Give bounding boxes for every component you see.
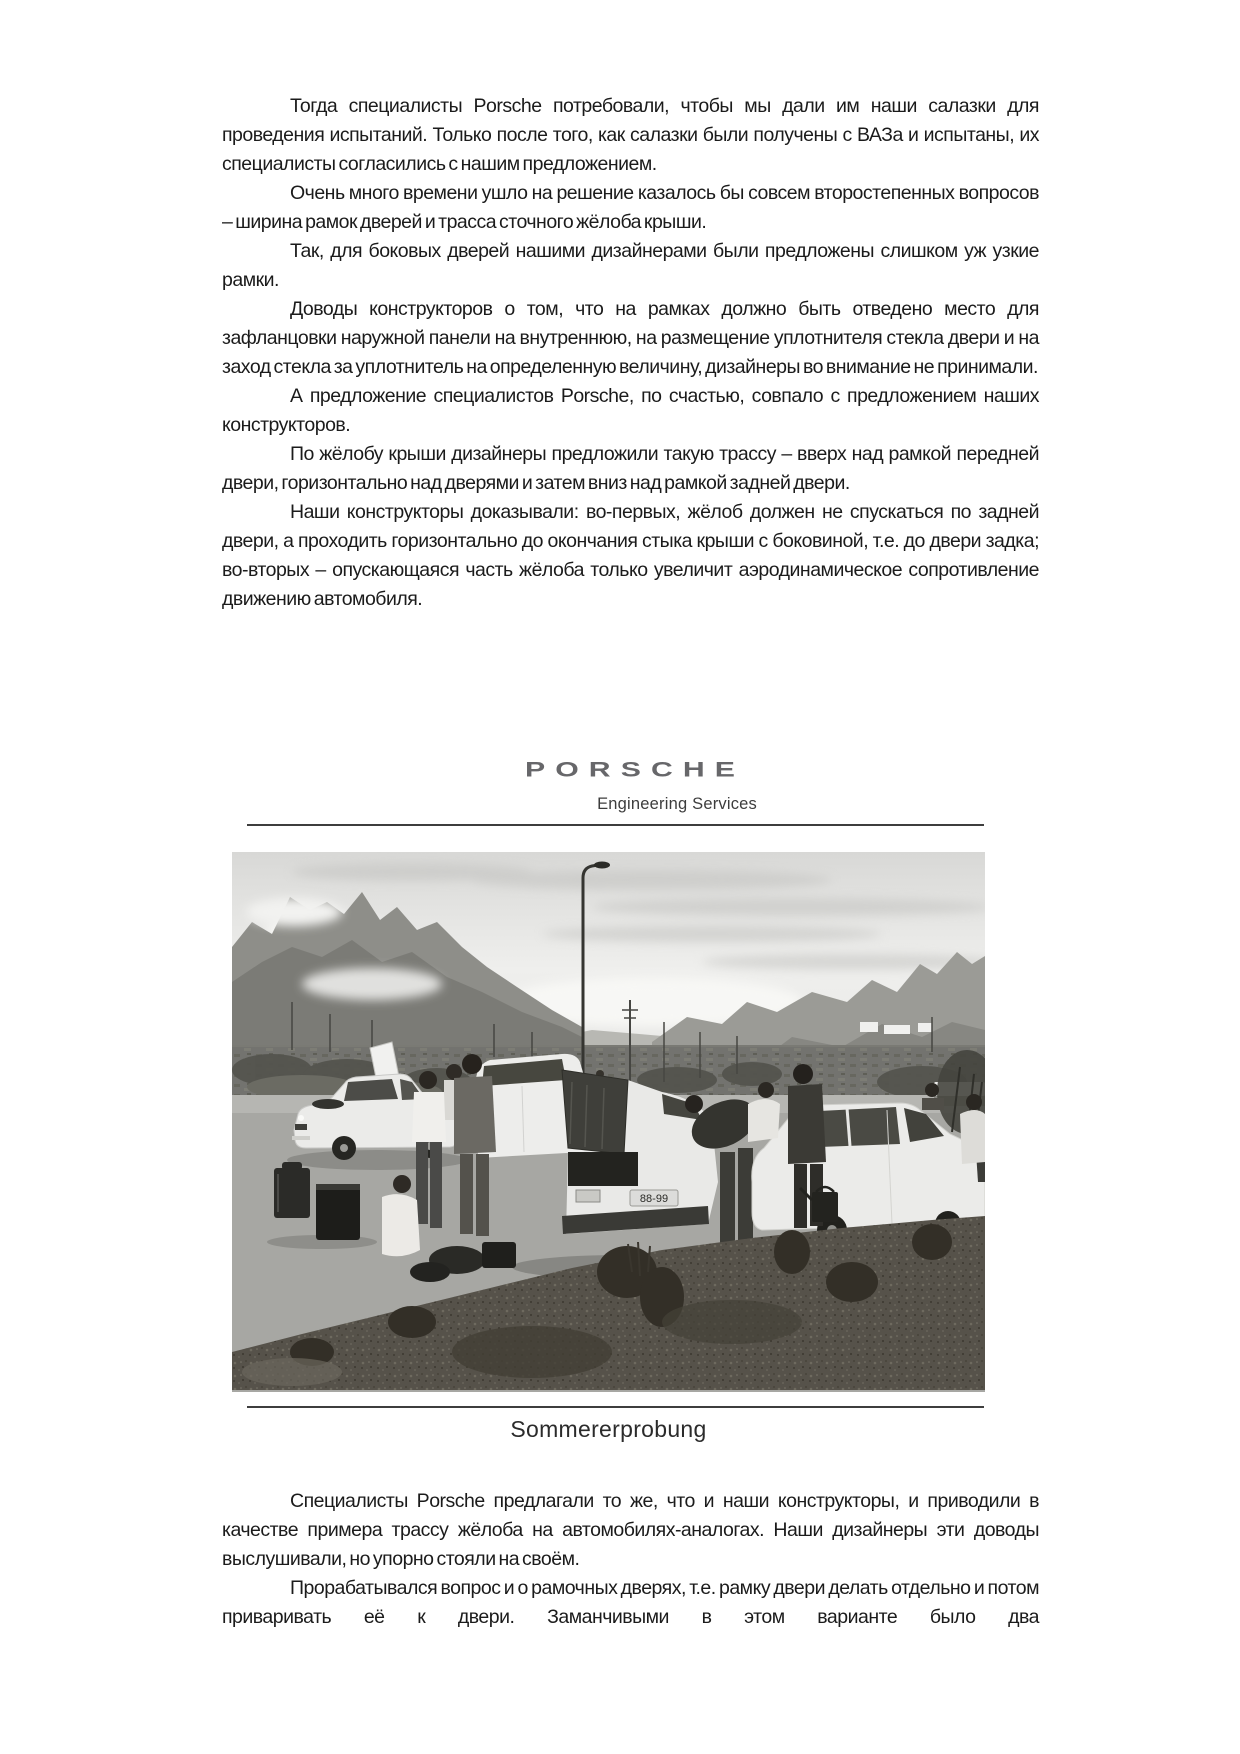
paragraph: По жёлобу крыши дизайнеры предложили такую трассу – вверх над рамкой передней двери, горизонтально над дверями и затем вниз над рамкой задней двери.: [222, 443, 1039, 494]
paragraph: Доводы конструкторов о том, что на рамках должно быть отведено место для зафланцовки наружной панели на внутреннюю, на размещение уплотнителя стекла двери и на заход стекла за уплотнитель на определенную величину, дизайнеры во внимание не принимали.: [222, 298, 1039, 378]
license-plate: 88-99: [639, 1193, 669, 1205]
porsche-wordmark: PORSCHE: [524, 758, 746, 782]
body-text-bottom: [222, 1487, 1039, 1632]
photo-summer-testing: [232, 852, 985, 1392]
paragraph: Тогда специалисты Porsche потребовали, чтобы мы дали им наши салазки для проведения испытаний. Только после того, как салазки были получены с ВАЗа и испытаны, их специалисты согласились с нашим предложением.: [222, 95, 1039, 175]
body-text-top: [222, 92, 1039, 614]
porsche-logo-subtitle: Engineering Services: [597, 795, 757, 813]
paragraph: А предложение специалистов Porsche, по счастью, совпало с предложением наших конструкторов.: [222, 385, 1039, 436]
paragraph: Специалисты Porsche предлагали то же, что и наши конструкторы, и приводили в качестве примера трассу жёлоба на автомобилях-аналогах. Наши дизайнеры эти доводы выслушивали, но упорно стояли на своём.: [222, 1490, 1039, 1570]
divider-line-top: [247, 824, 984, 826]
paragraph: Так, для боковых дверей нашими дизайнерами были предложены слишком уж узкие рамки.: [222, 240, 1039, 291]
paragraph: Прорабатывался вопрос и о рамочных дверях, т.е. рамку двери делать отдельно и потом приваривать её к двери. Заманчивыми в этом варианте было два: [222, 1577, 1039, 1628]
paragraph: Наши конструкторы доказывали: во-первых, жёлоб должен не спускаться по задней двери, а проходить горизонтально до окончания стыка крыши с боковиной, т.е. до двери задка; во-вторых – опускающаяся часть жёлоба только увеличит аэродинамическое сопротивление движению автомобиля.: [222, 501, 1039, 610]
photo-caption: Sommererprobung: [510, 1416, 707, 1442]
paragraph: Очень много времени ушло на решение казалось бы совсем второстепенных вопросов – ширина рамок дверей и трасса сточного жёлоба крыши.: [222, 182, 1039, 233]
divider-line-bottom: [247, 1406, 984, 1408]
